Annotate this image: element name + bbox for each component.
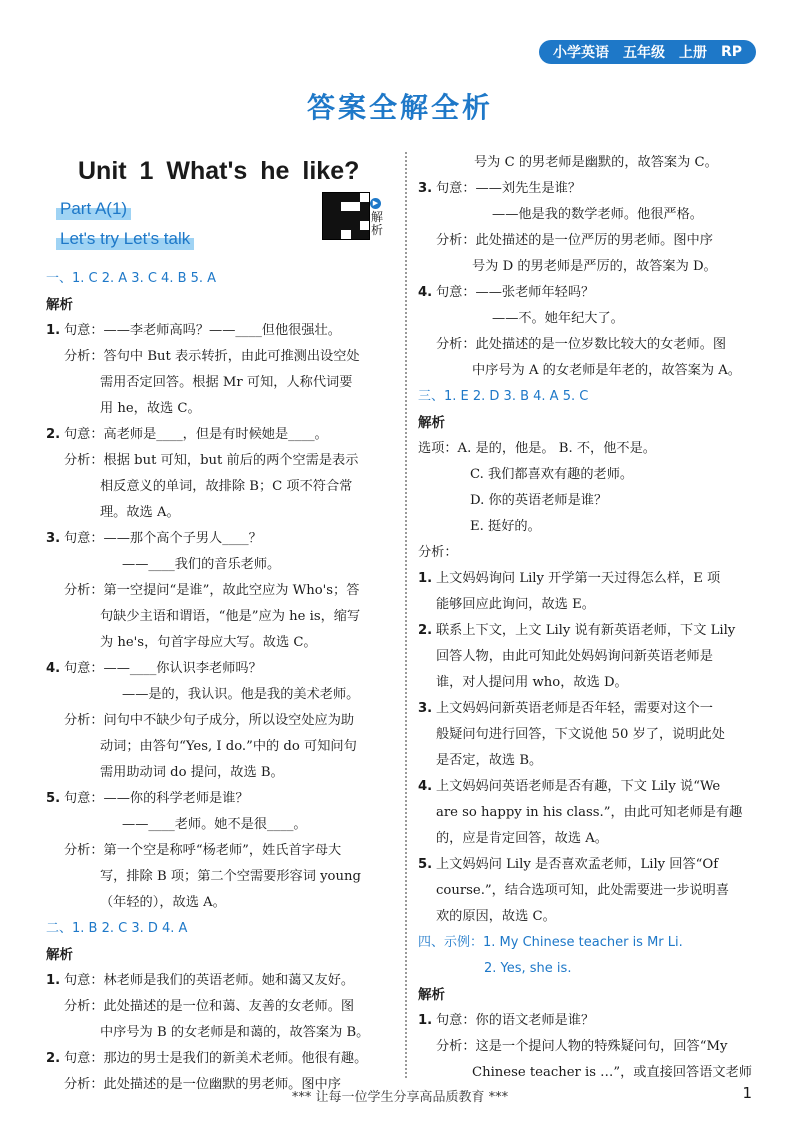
analysis-line: 分析：此处描述的是一位和蔼、友善的女老师。图: [64, 999, 355, 1014]
qr-cell: [323, 211, 332, 220]
qr-cell: [323, 202, 332, 211]
analysis-line: 中序号为 B 的女老师是和蔼的，故答案为 B。: [100, 1025, 370, 1040]
header-tag: [539, 40, 756, 64]
qr-cell: [323, 221, 332, 230]
option-line: E. 挺好的。: [470, 519, 541, 534]
option-line: D. 你的英语老师是谁？: [470, 493, 608, 508]
analysis-line: 需用否定回答。根据 Mr 可知，人称代词要: [100, 375, 353, 390]
analysis-line: 用 he，故选 C。: [100, 401, 201, 416]
analysis-line: 需用助动词 do 提问，故选 B。: [100, 765, 284, 780]
analysis-heading: 解析: [46, 297, 73, 313]
qr-cell: [341, 211, 350, 220]
item-number: 4.: [418, 285, 433, 300]
analysis-line: 相反意义的单词，故排除 B；C 项不符合常: [100, 479, 353, 494]
analysis-list-2b: [418, 176, 770, 384]
item-line: 欢的原因，故选 C。: [436, 909, 556, 924]
option-line: 选项：A. 是的，他是。 B. 不，他不是。: [418, 441, 656, 456]
qr-cell: [360, 193, 369, 202]
qr-cell: [323, 230, 332, 239]
analysis-heading: 解析: [46, 947, 73, 963]
qr-cell: [360, 221, 369, 230]
qr-cell: [332, 221, 341, 230]
analysis-item: [46, 422, 398, 526]
item-line: 句意：——你的科学老师是谁？: [64, 791, 249, 806]
item-number: 4.: [46, 661, 61, 676]
item-line: 句意：——张老师年轻吗？: [436, 285, 595, 300]
item-line: ——____我们的音乐老师。: [122, 557, 281, 572]
qr-cell: [332, 230, 341, 239]
part-block: [46, 194, 398, 266]
unit-title: Unit 1 What's he like?: [78, 157, 360, 185]
item-line: 句意：你的语文老师是谁？: [436, 1013, 595, 1028]
item-number: 2.: [46, 1051, 61, 1066]
item-line: 句意：——____你认识李老师吗？: [64, 661, 262, 676]
item-line: ——____老师。她不是很____。: [122, 817, 307, 832]
analysis-line: 分析：根据 but 可知，but 前后的两个空需是表示: [64, 453, 359, 468]
analysis-line: 动词；由答句“Yes, I do.”中的 do 可知问句: [100, 739, 357, 754]
item-line: course.”，结合选项可知，此处需要进一步说明喜: [436, 883, 730, 898]
option-line: C. 我们都喜欢有趣的老师。: [470, 467, 634, 482]
item-line: 般疑问句进行回答，下文说他 50 岁了，说明此处: [436, 727, 725, 742]
answers-section-4-line2: 2. Yes, she is.: [484, 961, 572, 976]
analysis-list-4: [418, 1008, 770, 1086]
analysis-item: [46, 786, 398, 916]
qr-cell: [341, 193, 350, 202]
analysis-item: [418, 1008, 770, 1086]
item-number: 3.: [418, 701, 433, 716]
analysis-heading: 解析: [418, 415, 445, 431]
item-line: ——不。她年纪大了。: [492, 311, 624, 326]
item-line: ——是的，我认识。他是我的美术老师。: [122, 687, 360, 702]
volume-label: 上册: [678, 45, 707, 61]
analysis-line: 分析：第一空提问“是谁”，故此空应为 Who's；答: [64, 583, 360, 598]
analysis-line: 分析：问句中不缺少句子成分，所以设空处应为助: [64, 713, 355, 728]
analysis-list-3: [418, 566, 770, 930]
qr-cell: [341, 221, 350, 230]
item-line: 上文妈妈问新英语老师是否年轻，需要对这个一: [436, 701, 713, 716]
analysis-item: [418, 696, 770, 774]
analysis-line: 分析：答句中 But 表示转折，由此可推测出设空处: [64, 349, 360, 364]
item-line: 句意：那边的男士是我们的新美术老师。他很有趣。: [64, 1051, 368, 1066]
item-line: 能够回应此询问，故选 E。: [436, 597, 595, 612]
qr-cell: [332, 193, 341, 202]
qr-cell: [351, 221, 360, 230]
item-number: 3.: [46, 531, 61, 546]
continued-line: 号为 C 的男老师是幽默的，故答案为 C。: [474, 155, 718, 170]
answers-section-4: 四、示例：1. My Chinese teacher is Mr Li.: [418, 935, 683, 950]
qr-cell: [332, 211, 341, 220]
item-line: ——他是我的数学老师。他很严格。: [492, 207, 703, 222]
item-number: 5.: [46, 791, 61, 806]
item-line: 的，应是肯定回答，故选 A。: [436, 831, 608, 846]
analysis-line: 句缺少主语和谓语，“他是”应为 he is，缩写: [100, 609, 361, 624]
item-line: 句意：——李老师高吗？——____但他很强壮。: [64, 323, 341, 338]
analysis-item: [418, 774, 770, 852]
item-line: 上文妈妈问英语老师是否有趣，下文 Lily 说“We: [436, 779, 721, 794]
analysis-line: 号为 D 的男老师是严厉的，故答案为 D。: [472, 259, 717, 274]
analysis-line: 分析：第一个空是称呼“杨老师”，姓氏首字母大: [64, 843, 342, 858]
item-number: 1.: [418, 571, 433, 586]
item-line: 句意：——刘先生是谁？: [436, 181, 582, 196]
footer-slogan: *** 让每一位学生分享高品质教育 ***: [291, 1090, 509, 1105]
item-number: 1.: [418, 1013, 433, 1028]
analysis-line: 理。故选 A。: [100, 505, 180, 520]
analysis-item: [418, 280, 770, 384]
analysis-item: [46, 318, 398, 422]
fenxi-label: 分析：: [418, 545, 458, 560]
play-icon: ▶: [370, 198, 381, 209]
grade-label: 五年级: [622, 45, 665, 61]
item-line: 句意：——那个高个子男人____？: [64, 531, 262, 546]
qr-cell: [323, 193, 332, 202]
page-number: 1: [742, 1084, 752, 1102]
item-number: 3.: [418, 181, 433, 196]
column-divider: [405, 152, 407, 1078]
item-line: 句意：高老师是____，但是有时候她是____。: [64, 427, 328, 442]
left-column: [46, 154, 398, 1098]
qr-cell: [351, 193, 360, 202]
qr-cell: [341, 202, 350, 211]
analysis-line: 分析：此处描述的是一位严厉的男老师。图中序: [436, 233, 713, 248]
item-line: 上文妈妈询问 Lily 开学第一天过得怎么样，E 项: [436, 571, 721, 586]
analysis-heading: 解析: [418, 987, 445, 1003]
item-number: 1.: [46, 973, 61, 988]
answers-section-1: 一、1. C 2. A 3. C 4. B 5. A: [46, 271, 217, 286]
qr-cell: [351, 211, 360, 220]
part-subtitle: Let's try Let's talk: [56, 228, 194, 250]
analysis-item: [46, 656, 398, 786]
analysis-line: 分析：此处描述的是一位岁数比较大的女老师。图: [436, 337, 727, 352]
item-number: 1.: [46, 323, 61, 338]
qr-cell: [341, 230, 350, 239]
analysis-item: [418, 566, 770, 618]
analysis-line: 写，排除 B 项；第二个空需要形容词 young: [100, 869, 361, 884]
page-title: 答案全解全析: [306, 91, 493, 124]
qr-cell: [351, 230, 360, 239]
options-list: [418, 436, 770, 540]
item-number: 2.: [46, 427, 61, 442]
item-line: 回答人物，由此可知此处妈妈询问新英语老师是: [436, 649, 713, 664]
qr-cell: [332, 202, 341, 211]
analysis-item: [418, 852, 770, 930]
qr-cell: [360, 230, 369, 239]
qr-cell: [360, 211, 369, 220]
qr-cell: [360, 202, 369, 211]
qr-cell: [351, 202, 360, 211]
analysis-list-1: [46, 318, 398, 916]
analysis-line: Chinese teacher is …”，或直接回答语文老师: [472, 1065, 752, 1080]
item-line: 上文妈妈问 Lily 是否喜欢孟老师，Lily 回答“Of: [436, 857, 719, 872]
edition-label: RP: [720, 44, 742, 60]
part-title: Part A(1): [56, 198, 131, 220]
qr-code-icon[interactable]: [322, 192, 370, 240]
analysis-item: [418, 618, 770, 696]
analysis-line: 为 he's，句首字母应大写。故选 C。: [100, 635, 317, 650]
item-line: are so happy in his class.”，由此可知老师是有趣: [436, 805, 743, 820]
item-line: 句意：林老师是我们的英语老师。她和蔼又友好。: [64, 973, 355, 988]
item-line: 联系上下文，上文 Lily 说有新英语老师，下文 Lily: [436, 623, 736, 638]
item-line: 谁，对人提问用 who，故选 D。: [436, 675, 628, 690]
right-column: [418, 150, 770, 1086]
qr-label: 解析: [371, 210, 384, 237]
subject-label: 小学英语: [552, 45, 609, 61]
analysis-line: （年轻的），故选 A。: [100, 895, 226, 910]
item-number: 5.: [418, 857, 433, 872]
answers-section-2: 二、1. B 2. C 3. D 4. A: [46, 921, 188, 936]
answers-section-3: 三、1. E 2. D 3. B 4. A 5. C: [418, 389, 589, 404]
analysis-line: 中序号为 A 的女老师是年老的，故答案为 A。: [472, 363, 741, 378]
analysis-item: [46, 526, 398, 656]
analysis-item: [46, 968, 398, 1046]
analysis-list-2: [46, 968, 398, 1098]
item-line: 是否定，故选 B。: [436, 753, 543, 768]
analysis-line: 分析：此处描述的是一位幽默的男老师。图中序: [64, 1077, 341, 1092]
analysis-line: 分析：这是一个提问人物的特殊疑问句，回答“My: [436, 1039, 728, 1054]
item-number: 4.: [418, 779, 433, 794]
analysis-item: [418, 176, 770, 280]
item-number: 2.: [418, 623, 433, 638]
